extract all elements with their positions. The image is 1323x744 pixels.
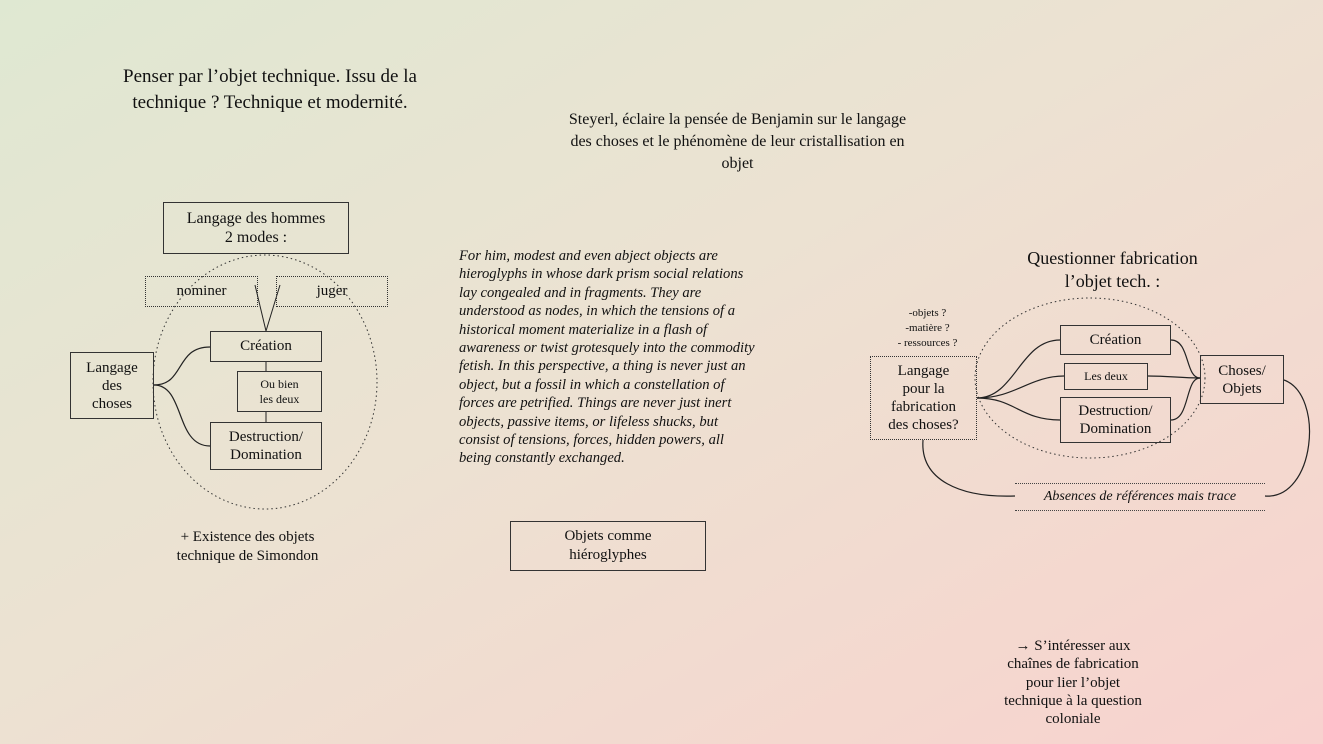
link-creation-target (1171, 340, 1200, 378)
destruction-box: Destruction/ Domination (210, 422, 322, 470)
link-both-target (1148, 376, 1200, 378)
nominer-box: nominer (145, 276, 258, 307)
absences-box: Absences de références mais trace (1015, 483, 1265, 511)
destruction-box-right: Destruction/ Domination (1060, 397, 1171, 443)
hieroglyphes-box: Objets comme hiéroglyphes (510, 521, 706, 571)
left-title: Penser par l’objet technique. Issu de la technique ? Technique et modernité. (123, 66, 417, 113)
steyerl-quote: For him, modest and even abject objects are hieroglyphs in whose dark prism social relations lay congealed and in fragments. They are understood as nodes, in which the tensions of a historical moment materialize in a flash of awareness or twist grotesquely into the commodity fetish. In this perspective, a thing is never just an object, but a fossil in which a constellation of forces are petrified. Things are never just inert objects, passive items, or lifeless shucks, but consist of tensions, forces, hidden powers, all being constantly exchanged. (459, 248, 755, 467)
link-source-creation (154, 347, 210, 385)
link-destruction-target (1171, 378, 1200, 420)
creation-box-right: Création (1060, 325, 1171, 355)
langage-fabrication-box: Langage pour la fabrication des choses? (870, 356, 977, 440)
link-source-absence (923, 440, 1015, 496)
right-title: Questionner fabrication l’objet tech. : (1027, 248, 1198, 291)
choses-objets-box: Choses/ Objets (1200, 355, 1284, 404)
conclusion-text: → S’intéresser aux chaînes de fabrication pour lier l’objet technique à la question coloniale (1004, 638, 1142, 728)
ou-bien-box: Ou bien les deux (237, 371, 322, 412)
juger-box: juger (276, 276, 388, 307)
center-title: Steyerl, éclaire la pensée de Benjamin sur le langage des choses et le phénomène de leur cristallisation en objet (568, 111, 907, 172)
link-source-destruction (154, 385, 210, 446)
link-source-both-r (977, 376, 1064, 398)
link-source-creation-r (977, 340, 1060, 398)
questions-list: -objets ? -matière ? - ressources ? (897, 307, 958, 349)
langage-choses-box: Langage des choses (70, 352, 154, 419)
creation-box: Création (210, 331, 322, 362)
langage-hommes-box: Langage des hommes 2 modes : (163, 202, 349, 254)
simondon-caption: + Existence des objets technique de Simondon (176, 529, 319, 564)
les-deux-box: Les deux (1064, 363, 1148, 390)
